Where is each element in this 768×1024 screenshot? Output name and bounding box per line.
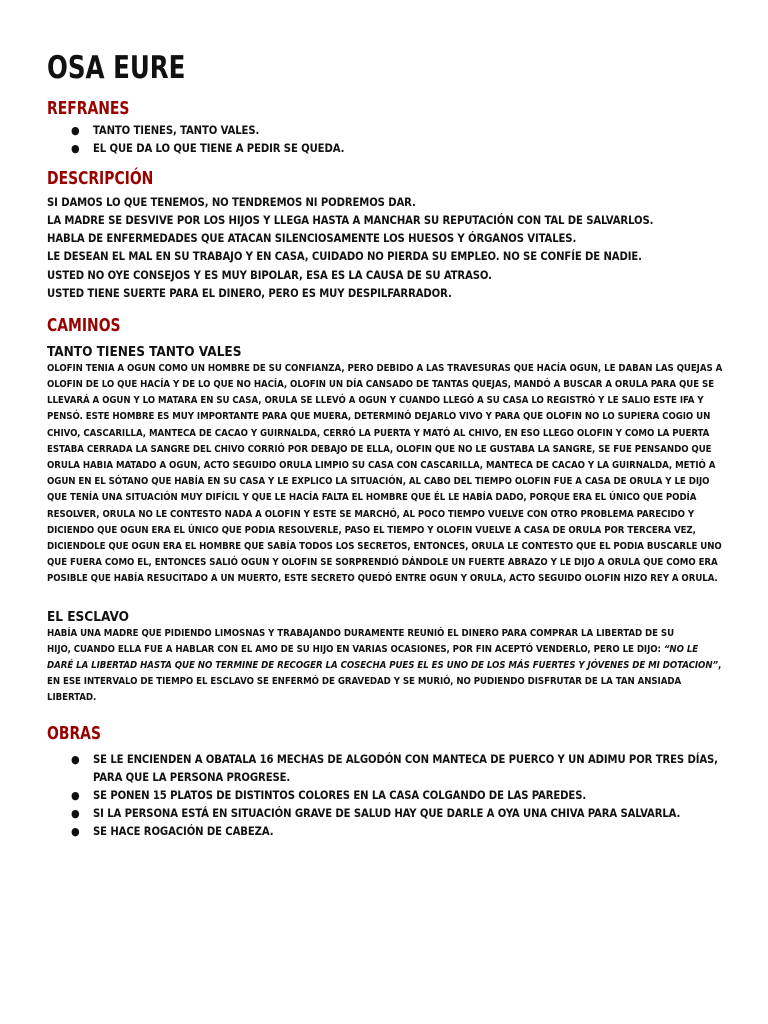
descripcion-line: LA MADRE SE DESVIVE POR LOS HIJOS Y LLEGA HASTA A MANCHAR SU REPUTACIÓN CON TAL DE SALVARLOS. [47, 214, 654, 228]
camino-quote: “NO LE DARÉ LA LIBERTAD HASTA QUE NO TERMINE DE RECOGER LA COSECHA PUES EL ES UNO DE LOS MÁS FUERTES Y JÓVENES DE MI DOTACION” [47, 643, 719, 671]
camino-text-paragraph [47, 642, 727, 707]
obra-item: ● SE HACE ROGACIÓN DE CABEZA. [47, 823, 727, 841]
bullet-icon: ● [71, 806, 80, 820]
bullet-icon: ● [71, 142, 80, 156]
camino-text-span: , EN ESE INTERVALO DE TIEMPO EL ESCLAVO SE ENFERMÓ DE GRAVEDAD Y SE MURIÓ, NO PUDIENDO DISFRUTAR DE LA TAN ANSIADA LIBERTAD. [47, 660, 722, 704]
camino-text: OLOFIN TENIA A OGUN COMO UN HOMBRE DE SU CONFIANZA, PERO DEBIDO A LAS TRAVESURAS QUE HACÍA OGUN, LE DABAN LAS QUEJAS A OLOFIN DE LO QUE HACÍA Y DE LO QUE NO HACÍA, OLOFIN UN DÍA CANSADO DE TANTAS QUEJAS, MANDÓ A BUSCAR A ORULA PARA QUE SE LLEVARÁ A OGUN Y LO MATARA EN SU CASA, ORULA SE LLEVÓ A OGUN Y CUANDO LLEGÓ A SU CASA LO REGISTRÓ Y LE SALIO ESTE IFA Y PENSÓ. ESTE HOMBRE ES MUY IMPORTANTE PARA QUE MUERA, DETERMINÓ DEJARLO VIVO Y PARA QUE OLOFIN NO LO SUPIERA COGIO UN CHIVO, CASCARILLA, MANTECA DE CACAO Y GUIRNALDA, CERRÓ LA PUERTA Y MATÓ AL CHIVO, EN ESO LLEGO OLOFIN Y COMO LA PUERTA ESTABA CERRADA LA SANGRE DEL CHIVO CORRIÓ POR DEBAJO DE ELLA, OLOFIN QUE NO LE GUSTABA LA SANGRE, SE FUE PENSANDO QUE ORULA HABIA MATADO A OGUN, ACTO SEGUIDO ORULA LIMPIO SU CASA CON CASCARILLA, MANTECA DE CACAO Y LA GUIRNALDA, METIÓ A OGUN EN EL SÓTANO QUE HABÍA EN SU CASA Y LE EXPLICO LA SITUACIÓN, AL CABO DEL TIEMPO OLOFIN FUE A CASA DE ORULA Y LE DIJO QUE TENÍA UNA SITUACIÓN MUY DIFÍCIL Y QUE LE HACÍA FALTA EL HOMBRE QUE ÉL LE HABÍA DADO, PORQUE ERA EL ÚNICO QUE PODÍA RESOLVER, ORULA NO LE CONTESTO NADA A OLOFIN Y ESTE SE MARCHÓ, AL POCO TIEMPO VUELVE CON OTRO PROBLEMA PARECIDO Y DICIENDO QUE OGUN ERA EL ÚNICO QUE PODIA RESOLVERLE, PASO EL TIEMPO Y OLOFIN VUELVE A CASA DE ORULA POR TERCERA VEZ, DICIENDOLE QUE OGUN ERA EL HOMBRE QUE SABÍA TODOS LOS SECRETOS, ENTONCES, ORULA LE CONTESTO QUE EL PODIA BUSCARLE UNO QUE FUERA COMO EL, ENTONCES SALIÓ OGUN Y OLOFIN SE SORPRENDIÓ DÁNDOLE UN FUERTE ABRAZO Y LE DIJO A ORULA QUE COMO ERA POSIBLE QUE HABÍA RESUCITADO A UN MUERTO, ESTE SECRETO QUEDÓ ENTRE OGUN Y ORULA, ACTO SEGUIDO OLOFIN HIZO REY A ORULA. [47, 362, 723, 585]
camino-title: EL ESCLAVO [47, 608, 129, 625]
bullet-icon: ● [71, 788, 80, 802]
bullet-icon: ● [71, 752, 80, 766]
caminos-heading: CAMINOS [47, 314, 121, 336]
bullet-icon: ● [71, 824, 80, 838]
document-content [47, 50, 727, 841]
descripcion-line: HABLA DE ENFERMEDADES QUE ATACAN SILENCIOSAMENTE LOS HUESOS Y ÓRGANOS VITALES. [47, 232, 577, 246]
refranes-list [47, 122, 727, 158]
refranes-heading: REFRANES [47, 98, 130, 119]
refran-item: ● EL QUE DA LO QUE TIENE A PEDIR SE QUEDA. [47, 140, 727, 158]
descripcion-heading: DESCRIPCIÓN [47, 168, 154, 190]
descripcion-line: LE DESEAN EL MAL EN SU TRABAJO Y EN CASA, CUIDADO NO PIERDA SU EMPLEO. NO SE CONFÍE DE NADIE. [47, 250, 642, 264]
descripcion-line: SI DAMOS LO QUE TENEMOS, NO TENDREMOS NI PODREMOS DAR. [47, 196, 416, 210]
document-title: OSA EURE [47, 50, 186, 86]
refran-item: ● TANTO TIENES, TANTO VALES. [47, 122, 727, 140]
descripcion-body [47, 194, 727, 303]
obras-heading: OBRAS [47, 722, 101, 744]
camino-text [47, 626, 727, 707]
obra-item: ● SE PONEN 15 PLATOS DE DISTINTOS COLORES EN LA CASA COLGANDO DE LAS PAREDES. [47, 787, 727, 805]
camino-title: TANTO TIENES TANTO VALES [47, 343, 242, 360]
descripcion-line: USTED TIENE SUERTE PARA EL DINERO, PERO ES MUY DESPILFARRADOR. [47, 286, 452, 300]
obra-item: ● SE LE ENCIENDEN A OBATALA 16 MECHAS DE ALGODÓN CON MANTECA DE PUERCO Y UN ADIMU POR TRES DÍAS, PARA QUE LA PERSONA PROGRESE. [71, 752, 718, 784]
camino-text-line: HABÍA UNA MADRE QUE PIDIENDO LIMOSNAS Y TRABAJANDO DURAMENTE REUNIÓ EL DINERO PARA COMPRAR LA LIBERTAD DE SU [47, 627, 675, 639]
descripcion-line: USTED NO OYE CONSEJOS Y ES MUY BIPOLAR, ESA ES LA CAUSA DE SU ATRASO. [47, 268, 492, 282]
obra-item: ● SI LA PERSONA ESTÁ EN SITUACIÓN GRAVE DE SALUD HAY QUE DARLE A OYA UNA CHIVA PARA SALVARLA. [47, 805, 727, 823]
camino-text-span: HIJO, CUANDO ELLA FUE A HABLAR CON EL AMO DE SU HIJO EN VARIAS OCASIONES, POR FIN ACEPTÓ VENDERLO, PERO LE DIJO: [47, 643, 664, 655]
bullet-icon: ● [71, 124, 80, 137]
obras-list [47, 751, 727, 841]
